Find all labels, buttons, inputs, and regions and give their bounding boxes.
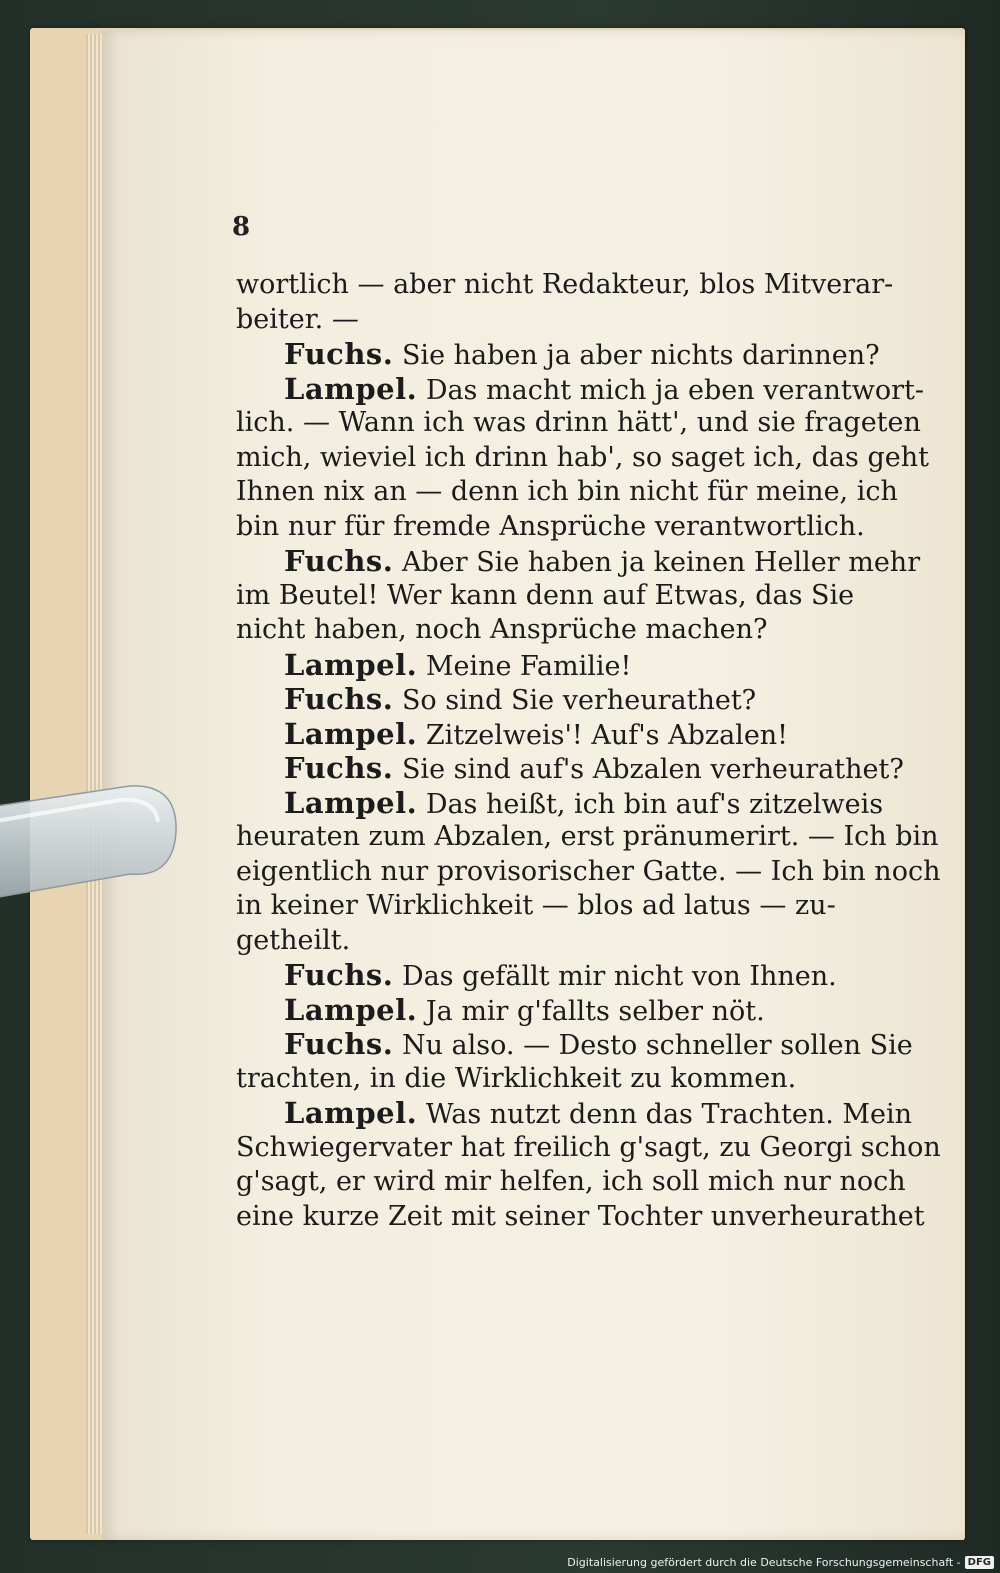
line-text: beiter. — [236,303,359,335]
text-line [236,717,842,752]
speaker-name: Fuchs. [284,958,394,992]
dfg-logo: DFG [965,1556,994,1569]
line-text: Ja mir g'fallts selber nöt. [425,995,765,1027]
text-line [236,751,904,786]
text-line [236,958,842,993]
text-line [236,441,929,476]
text-line [236,820,939,855]
speaker-name: Fuchs. [284,682,394,716]
text-line [236,855,941,890]
speaker-name: Fuchs. [284,337,394,371]
line-text: Meine Familie! [425,650,632,682]
page-text [236,268,941,1234]
line-text: getheilt. [236,924,351,956]
line-text: trachten, in die Wirklichkeit zu kommen. [236,1062,797,1094]
line-text: im Beutel! Wer kann denn auf Etwas, das Sie [236,579,855,611]
line-text: Nu also. — Desto schneller sollen Sie [401,1030,913,1061]
line-text: So sind Sie verheurathet? [401,685,757,716]
text-line [236,1200,925,1235]
line-text: Ihnen nix an — denn ich bin nicht für meine, ich [236,476,898,507]
line-text: Das gefällt mir nicht von Ihnen. [401,961,837,992]
text-line [236,1027,913,1062]
line-text: eigentlich nur provisorischer Gatte. — Ich bin noch [236,855,941,887]
line-text: Schwiegervater hat freilich g'sagt, zu Georgi schon [236,1131,941,1163]
text-line [236,579,855,614]
text-line [236,475,898,510]
speaker-name: Lampel. [284,716,418,751]
text-line [236,993,842,1028]
line-text: Zitzelweis'! Auf's Abzalen! [425,719,789,751]
text-line [236,268,894,303]
line-text: Aber Sie haben ja keinen Heller mehr [401,547,921,578]
speaker-name: Fuchs. [284,1027,394,1061]
text-line [236,613,842,648]
text-line [236,682,842,717]
line-text: mich, wieviel ich drinn hab', so saget ich, das geht [236,441,929,473]
text-line [236,406,921,441]
speaker-name: Fuchs. [284,751,394,785]
finger-holding-page [0,782,180,902]
speaker-name: Fuchs. [284,544,394,578]
text-line [236,648,842,683]
line-text: bin nur für fremde Ansprüche verantwortlich. [236,510,865,542]
speaker-name: Lampel. [284,785,418,820]
speaker-name: Lampel. [284,371,418,406]
text-line [236,1131,941,1166]
line-text: Sie haben ja aber nichts darinnen? [401,340,880,371]
line-text: g'sagt, er wird mir helfen, ich soll mich nur noch [236,1166,906,1197]
text-line [236,544,921,579]
text-line [236,924,842,959]
line-text: lich. — Wann ich was drinn hätt', und sie frageten [236,407,921,438]
speaker-name: Lampel. [284,992,418,1027]
text-line [236,371,924,407]
line-text: eine kurze Zeit mit seiner Tochter unverheurathet [236,1200,925,1232]
digitization-credit [567,1556,994,1569]
text-line [236,303,842,338]
line-text: Das macht mich ja eben verantwort- [425,374,924,406]
line-text: heuraten zum Abzalen, erst pränumerirt. — Ich bin [236,821,939,852]
text-line [236,785,884,821]
line-text: Sie sind auf's Abzalen verheurathet? [401,754,904,785]
text-line [236,889,842,924]
line-text: Was nutzt denn das Trachten. Mein [425,1099,913,1130]
line-text: nicht haben, noch Ansprüche machen? [236,614,768,645]
line-text: Das heißt, ich bin auf's zitzelweis [425,788,884,820]
speaker-name: Lampel. [284,647,418,682]
line-text: in keiner Wirklichkeit — blos ad latus — zu- [236,890,836,921]
text-line [236,337,880,372]
text-line [236,1062,842,1097]
text-line [236,1165,906,1200]
speaker-name: Lampel. [284,1096,418,1130]
text-line [236,510,865,545]
text-line [236,1096,913,1131]
page-number: 8 [232,212,251,242]
credit-text: Digitalisierung gefördert durch die Deutsche Forschungsgemeinschaft - [567,1556,961,1569]
line-text: wortlich — aber nicht Redakteur, blos Mitverar- [236,269,894,300]
